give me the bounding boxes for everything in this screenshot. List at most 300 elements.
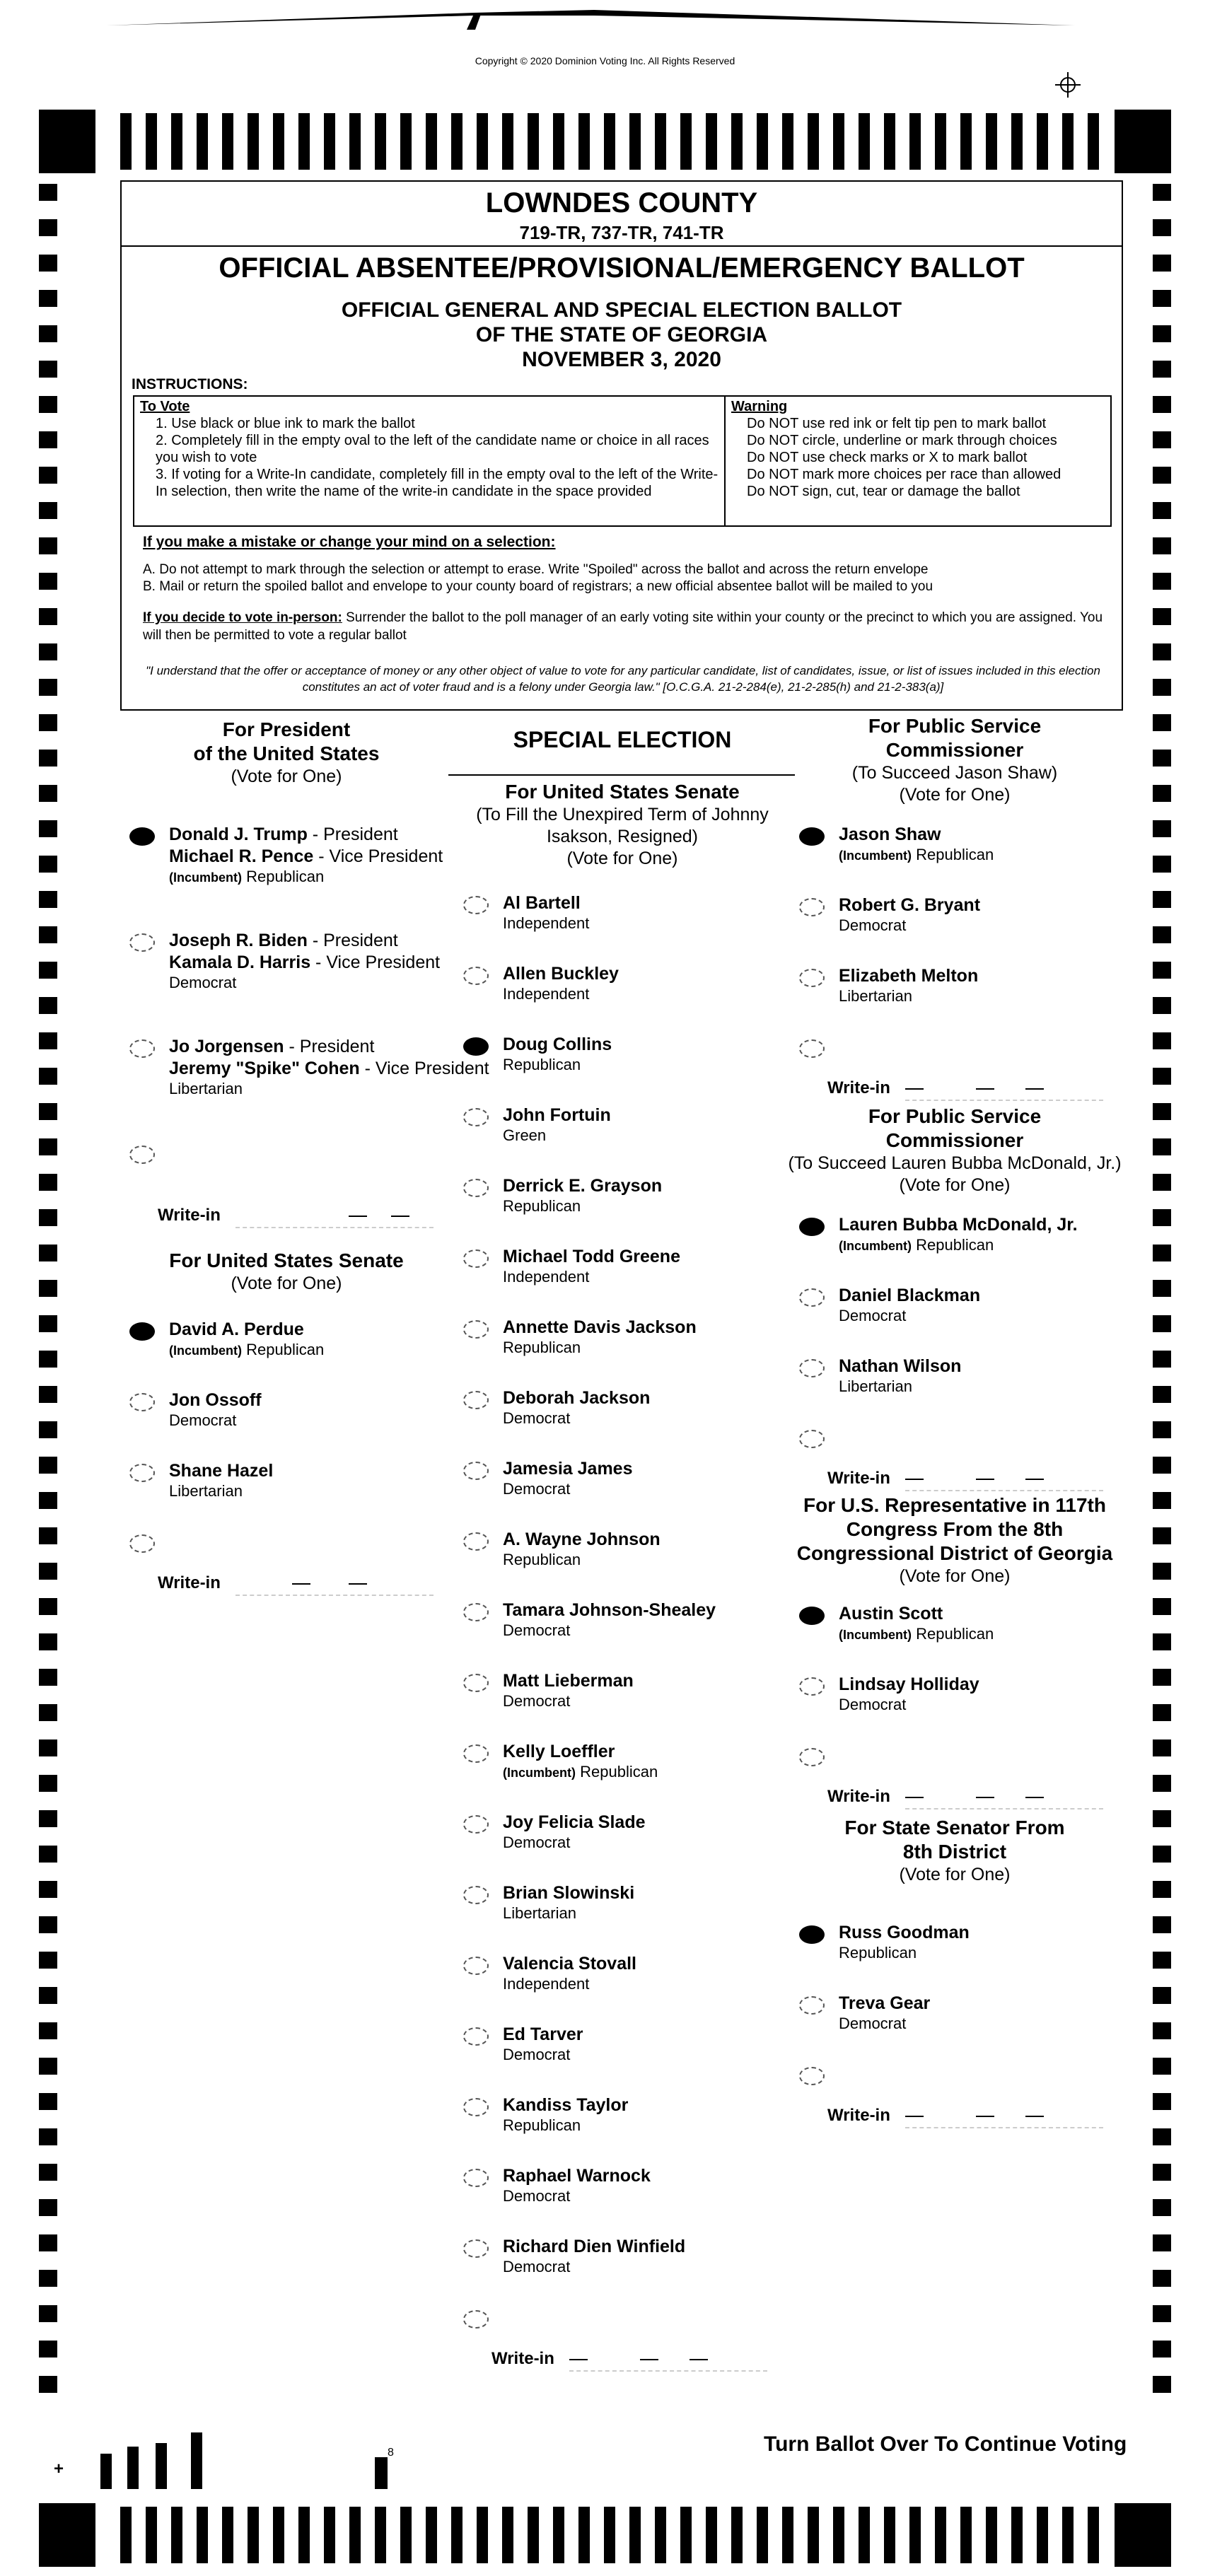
write-in-option[interactable] — [463, 2307, 789, 2368]
ballot-type-title: OFFICIAL ABSENTEE/PROVISIONAL/EMERGENCY BALLOT — [219, 252, 1025, 284]
timing-mark — [884, 2507, 895, 2563]
candidate-option[interactable] — [463, 2024, 789, 2080]
candidate-party — [503, 1904, 576, 1923]
timing-mark — [655, 2507, 666, 2563]
timing-mark — [426, 113, 437, 170]
mistake-label: If you make a mistake or change your mind on a selection — [143, 534, 551, 550]
empty-oval-icon[interactable] — [129, 1393, 155, 1411]
side-timing-mark — [1153, 820, 1171, 837]
write-in-option[interactable] — [799, 1744, 1124, 1806]
side-timing-mark — [1153, 750, 1171, 767]
candidate-name-text: Al Bartell — [503, 893, 581, 913]
ballot-header — [120, 180, 1123, 711]
write-in-label: Write-in — [827, 1469, 890, 1488]
write-in-label: Write-in — [158, 1206, 221, 1225]
code-bar — [191, 2432, 202, 2489]
warning-item: Do NOT use red ink or felt tip pen to mark ballot — [747, 416, 1047, 431]
empty-oval-icon[interactable] — [799, 1996, 825, 2015]
party-text: Libertarian — [839, 987, 912, 1005]
side-timing-mark — [39, 467, 57, 484]
write-in-tick — [349, 1583, 367, 1585]
side-timing-mark — [1153, 2341, 1171, 2358]
empty-oval-icon[interactable] — [799, 2067, 825, 2085]
write-in-option[interactable] — [799, 1036, 1124, 1097]
race-senate-regular — [120, 1249, 453, 1295]
side-timing-mark — [1153, 1598, 1171, 1615]
filled-oval-icon[interactable] — [463, 1037, 489, 1056]
side-timing-mark — [1153, 2128, 1171, 2145]
to-vote-step: 1. Use black or blue ink to mark the ballot — [156, 416, 415, 431]
party-text: Democrat — [503, 2046, 571, 2063]
empty-oval-icon[interactable] — [129, 1464, 155, 1482]
timing-mark — [986, 113, 997, 170]
candidate-option[interactable] — [129, 824, 462, 885]
filled-oval-icon[interactable] — [799, 1925, 825, 1944]
candidate-option[interactable] — [463, 1175, 789, 1232]
write-in-tick — [976, 1088, 994, 1090]
write-in-tick — [640, 2359, 658, 2360]
timing-mark — [222, 2507, 233, 2563]
empty-oval-icon[interactable] — [463, 2310, 489, 2329]
side-timing-mark — [1153, 290, 1171, 307]
side-timing-mark — [39, 1386, 57, 1403]
filled-oval-icon[interactable] — [129, 1322, 155, 1341]
candidate-option[interactable] — [799, 894, 1124, 951]
candidate-name-text: Jo Jorgensen — [169, 1037, 284, 1056]
write-in-option[interactable] — [799, 2063, 1124, 2125]
candidate-option[interactable] — [799, 1603, 1124, 1660]
party-text: Republican — [912, 1625, 994, 1643]
race-title: For Public Service — [868, 1105, 1042, 1127]
write-in-line[interactable] — [905, 2127, 1103, 2128]
party-text: Republican — [242, 868, 325, 885]
candidate-option[interactable] — [463, 1034, 789, 1090]
running-mate-role: - Vice President — [313, 846, 443, 866]
write-in-option[interactable] — [799, 1426, 1124, 1488]
running-mate-name — [169, 846, 443, 868]
side-timing-mark — [39, 255, 57, 272]
timing-mark — [375, 2507, 386, 2563]
candidate-option[interactable] — [463, 2094, 789, 2151]
candidate-role: - President — [307, 824, 398, 844]
candidate-option[interactable] — [463, 1741, 789, 1797]
empty-oval-icon[interactable] — [463, 1886, 489, 1904]
timing-mark — [197, 113, 208, 170]
timing-mark — [1062, 2507, 1074, 2563]
senate-special-candidates — [463, 892, 789, 2391]
timing-mark — [502, 113, 513, 170]
candidate-option[interactable] — [799, 1922, 1124, 1978]
candidate-party — [839, 1307, 906, 1325]
candidate-option[interactable] — [463, 1529, 789, 1585]
party-text: Republican — [839, 1944, 917, 1962]
candidate-party — [169, 974, 236, 992]
empty-oval-icon[interactable] — [129, 1146, 155, 1164]
empty-oval-icon[interactable] — [463, 1957, 489, 1975]
empty-oval-icon[interactable] — [463, 967, 489, 985]
timing-marks-bottom — [0, 2503, 1210, 2567]
party-text: Democrat — [169, 1411, 237, 1429]
candidate-option[interactable] — [799, 1356, 1124, 1412]
candidate-option[interactable] — [129, 1389, 462, 1446]
side-timing-mark — [1153, 1775, 1171, 1792]
candidate-option[interactable] — [463, 1458, 789, 1515]
race-title: 8th District — [902, 1841, 1007, 1863]
incumbent-badge: (Incumbent) — [503, 1766, 576, 1780]
empty-oval-icon[interactable] — [463, 2027, 489, 2046]
vote-for: (Vote for One) — [899, 1175, 1011, 1195]
party-text: Libertarian — [169, 1482, 243, 1500]
candidate-option[interactable] — [799, 824, 1124, 880]
empty-oval-icon[interactable] — [463, 1674, 489, 1692]
timing-mark — [553, 2507, 564, 2563]
side-timing-mark — [39, 997, 57, 1014]
incumbent-badge: (Incumbent) — [169, 870, 242, 885]
timing-mark — [222, 113, 233, 170]
candidate-option[interactable] — [463, 2165, 789, 2222]
empty-oval-icon[interactable] — [799, 1677, 825, 1696]
write-in-line[interactable] — [905, 1808, 1103, 1809]
empty-oval-icon[interactable] — [463, 1603, 489, 1621]
side-timing-mark — [39, 1421, 57, 1438]
side-timing-mark — [39, 290, 57, 307]
candidate-party — [503, 1551, 581, 1569]
side-timing-mark — [1153, 1881, 1171, 1898]
mistake-step-a: A. Do not attempt to mark through the selection or attempt to erase. Write "Spoiled" across the ballot and across the return envelope — [143, 562, 929, 577]
warning-item: Do NOT sign, cut, tear or damage the ballot — [747, 484, 1020, 499]
empty-oval-icon[interactable] — [463, 1179, 489, 1197]
side-timing-mark — [39, 1704, 57, 1721]
plus-mark: + — [54, 2459, 64, 2478]
party-text: Democrat — [503, 1692, 571, 1710]
candidate-name — [503, 1599, 716, 1621]
timing-mark — [400, 2507, 412, 2563]
side-timing-mark — [1153, 926, 1171, 943]
side-timing-mark — [1153, 856, 1171, 873]
side-timing-mark — [1153, 997, 1171, 1014]
candidate-name — [503, 1175, 662, 1197]
candidate-party — [503, 985, 589, 1003]
empty-oval-icon[interactable] — [463, 1391, 489, 1409]
candidate-option[interactable] — [463, 1599, 789, 1656]
candidate-name — [839, 824, 941, 846]
side-timing-mark — [1153, 608, 1171, 625]
vote-for: (Vote for One) — [899, 1865, 1011, 1884]
warning-label: Warning — [731, 399, 788, 414]
filled-oval-icon[interactable] — [129, 827, 155, 846]
candidate-option[interactable] — [799, 1214, 1124, 1271]
state-senate-candidates — [799, 1922, 1124, 2134]
empty-oval-icon[interactable] — [799, 1039, 825, 1058]
side-timing-mark — [39, 962, 57, 979]
race-president — [120, 718, 453, 788]
candidate-name — [503, 1458, 632, 1480]
side-timing-mark — [1153, 2058, 1171, 2075]
empty-oval-icon[interactable] — [799, 1430, 825, 1448]
candidate-option[interactable] — [463, 963, 789, 1020]
write-in-line[interactable] — [569, 2370, 767, 2372]
candidate-option[interactable] — [463, 1670, 789, 1727]
candidate-name — [839, 1285, 980, 1307]
write-in-label: Write-in — [827, 1078, 890, 1097]
candidate-option[interactable] — [463, 1882, 789, 1939]
candidate-option[interactable] — [799, 1674, 1124, 1730]
timing-mark — [298, 2507, 310, 2563]
timing-mark — [324, 113, 335, 170]
candidate-name — [503, 1387, 650, 1409]
candidate-party — [503, 2046, 570, 2064]
empty-oval-icon[interactable] — [799, 898, 825, 916]
candidate-option[interactable] — [463, 1812, 789, 1868]
write-in-line[interactable] — [905, 1100, 1103, 1101]
empty-oval-icon[interactable] — [799, 1748, 825, 1766]
race-us-rep — [785, 1493, 1124, 1587]
race-title: For United States Senate — [505, 781, 740, 803]
incumbent-badge: (Incumbent) — [839, 1239, 912, 1253]
candidate-option[interactable] — [463, 1246, 789, 1302]
empty-oval-icon[interactable] — [799, 969, 825, 987]
side-timing-mark — [39, 1032, 57, 1049]
candidate-party — [839, 846, 994, 864]
empty-oval-icon[interactable] — [463, 1744, 489, 1763]
write-in-tick — [569, 2359, 588, 2360]
side-timing-mark — [39, 396, 57, 413]
incumbent-badge: (Incumbent) — [839, 1628, 912, 1642]
candidate-party — [839, 1377, 912, 1396]
timing-marks-top — [0, 110, 1210, 173]
running-mate-name-text: Jeremy "Spike" Cohen — [169, 1059, 360, 1078]
candidate-name — [503, 1246, 680, 1268]
side-timing-mark — [39, 1633, 57, 1650]
candidate-name — [503, 1529, 661, 1551]
empty-oval-icon[interactable] — [129, 1534, 155, 1553]
candidate-option[interactable] — [129, 1036, 489, 1097]
timing-mark — [578, 2507, 590, 2563]
party-text: Democrat — [839, 2015, 907, 2032]
side-timing-mark — [1153, 1103, 1171, 1120]
vote-for: (Vote for One) — [566, 849, 678, 868]
empty-oval-icon[interactable] — [129, 1039, 155, 1058]
timing-mark — [273, 113, 284, 170]
timing-mark — [1037, 2507, 1048, 2563]
candidate-name — [503, 1034, 612, 1056]
vote-for: (Vote for One) — [899, 1566, 1011, 1586]
filled-oval-icon[interactable] — [799, 827, 825, 846]
empty-oval-icon[interactable] — [463, 896, 489, 914]
candidate-name-text: Austin Scott — [839, 1604, 943, 1624]
timing-block — [1115, 110, 1171, 173]
timing-mark — [298, 113, 310, 170]
candidate-name — [503, 1882, 634, 1904]
write-in-tick — [905, 1797, 924, 1798]
timing-mark — [833, 113, 844, 170]
candidate-party — [839, 1236, 994, 1254]
us-rep-candidates — [799, 1603, 1124, 1815]
candidate-name-text: Deborah Jackson — [503, 1388, 651, 1408]
empty-oval-icon[interactable] — [463, 2098, 489, 2116]
candidate-party — [503, 1268, 589, 1286]
candidate-name — [503, 892, 581, 914]
candidate-name-text: Joseph R. Biden — [169, 931, 308, 950]
candidate-name — [503, 1670, 634, 1692]
side-timing-mark — [39, 1598, 57, 1615]
timing-mark — [1011, 113, 1023, 170]
code-char: 8 — [388, 2447, 394, 2459]
empty-oval-icon[interactable] — [463, 1462, 489, 1480]
candidate-party — [503, 1197, 581, 1216]
side-timing-mark — [39, 1103, 57, 1120]
empty-oval-icon[interactable] — [463, 2169, 489, 2187]
timing-mark — [349, 2507, 361, 2563]
candidate-party — [503, 1126, 546, 1145]
candidate-name-text: Lindsay Holliday — [839, 1674, 979, 1694]
election-date: NOVEMBER 3, 2020 — [522, 348, 721, 371]
timing-mark — [451, 2507, 463, 2563]
side-timing-mark — [39, 361, 57, 378]
race-title: For State Senator From — [844, 1817, 1065, 1838]
candidate-option[interactable] — [799, 1993, 1124, 2049]
write-in-tick — [1025, 1797, 1044, 1798]
candidate-option[interactable] — [129, 1460, 462, 1517]
side-timing-mark — [39, 2164, 57, 2181]
race-title: For United States Senate — [169, 1249, 404, 1271]
side-timing-mark — [1153, 1386, 1171, 1403]
party-text: Democrat — [503, 1834, 571, 1851]
side-timing-mark — [39, 1669, 57, 1686]
side-timing-mark — [1153, 1032, 1171, 1049]
timing-mark — [1088, 2507, 1099, 2563]
side-timing-mark — [39, 1209, 57, 1226]
candidate-name-text: Tamara Johnson-Shealey — [503, 1600, 716, 1620]
candidate-option[interactable] — [463, 1953, 789, 2010]
empty-oval-icon[interactable] — [463, 1249, 489, 1268]
write-in-line[interactable] — [235, 1227, 434, 1228]
side-timing-mark — [1153, 2093, 1171, 2110]
candidate-party — [169, 1482, 243, 1500]
candidate-option[interactable] — [129, 1319, 462, 1375]
side-timing-mark — [1153, 1704, 1171, 1721]
candidate-party — [839, 1625, 994, 1643]
empty-oval-icon[interactable] — [463, 1108, 489, 1126]
filled-oval-icon[interactable] — [799, 1218, 825, 1236]
code-bar — [156, 2443, 167, 2489]
candidate-party — [503, 2187, 570, 2205]
side-timing-mark — [1153, 184, 1171, 201]
race-state-senate — [785, 1816, 1124, 1886]
side-timing-mark — [1153, 1138, 1171, 1155]
write-in-tick — [1025, 1479, 1044, 1480]
running-mate-name — [169, 1058, 489, 1080]
side-timing-mark — [1153, 643, 1171, 660]
empty-oval-icon[interactable] — [799, 1359, 825, 1377]
candidate-party — [503, 914, 589, 933]
empty-oval-icon[interactable] — [463, 1815, 489, 1834]
party-text: Republican — [503, 1339, 581, 1356]
empty-oval-icon[interactable] — [463, 1320, 489, 1339]
special-election-heading: SPECIAL ELECTION — [513, 727, 732, 752]
write-in-line[interactable] — [905, 1490, 1103, 1491]
candidate-option[interactable] — [463, 892, 789, 949]
side-timing-mark — [39, 2234, 57, 2251]
write-in-tick — [690, 2359, 708, 2360]
in-person-text: Surrender the ballot to the poll manager of an early voting site within your county or the precinct to which you are assigned. You will then be permitted to vote a regular ballot — [143, 610, 1103, 643]
timing-mark — [629, 113, 641, 170]
warning-item: Do NOT mark more choices per race than allowed — [747, 467, 1061, 482]
party-text: Libertarian — [169, 1080, 243, 1097]
timing-mark — [1011, 2507, 1023, 2563]
candidate-name-text: Ed Tarver — [503, 2024, 583, 2044]
candidate-name — [839, 1214, 1078, 1236]
empty-oval-icon[interactable] — [463, 2239, 489, 2258]
side-timing-mark — [1153, 1916, 1171, 1933]
write-in-tick — [976, 2116, 994, 2117]
senate-regular-candidates — [129, 1319, 462, 1602]
party-text: Libertarian — [839, 1377, 912, 1395]
to-vote-step: 2. Completely fill in the empty oval to the left of the candidate name or choice in all races you wish to vote — [156, 433, 709, 465]
timing-mark — [248, 2507, 259, 2563]
side-timing-mark — [1153, 255, 1171, 272]
candidate-option[interactable] — [799, 1285, 1124, 1341]
filled-oval-icon[interactable] — [799, 1607, 825, 1625]
candidate-option[interactable] — [463, 1387, 789, 1444]
side-timing-mark — [1153, 467, 1171, 484]
copyright-text: Copyright © 2020 Dominion Voting Inc. All Rights Reserved — [475, 55, 735, 66]
candidate-option[interactable] — [463, 1317, 789, 1373]
side-timing-mark — [1153, 325, 1171, 342]
side-timing-mark — [39, 1457, 57, 1474]
timing-mark — [502, 2507, 513, 2563]
party-text: Republican — [503, 1551, 581, 1568]
side-timing-mark — [1153, 361, 1171, 378]
running-mate-name-text: Michael R. Pence — [169, 846, 314, 866]
candidate-name-text: John Fortuin — [503, 1105, 611, 1125]
candidate-name — [503, 1105, 611, 1126]
write-in-tick — [349, 1216, 367, 1217]
candidate-name-text: Valencia Stovall — [503, 1954, 636, 1974]
vote-for: (Vote for One) — [231, 1274, 342, 1293]
side-timing-mark — [1153, 2376, 1171, 2393]
timing-mark — [477, 2507, 488, 2563]
candidate-option[interactable] — [799, 965, 1124, 1022]
timing-mark — [859, 2507, 870, 2563]
timing-mark — [986, 2507, 997, 2563]
side-timing-mark — [1153, 1952, 1171, 1969]
write-in-option[interactable] — [129, 1142, 462, 1225]
candidate-option[interactable] — [129, 930, 462, 991]
candidate-name — [503, 2165, 651, 2187]
empty-oval-icon[interactable] — [129, 933, 155, 952]
candidate-party — [503, 1339, 581, 1357]
candidate-name-text: Raphael Warnock — [503, 2166, 651, 2186]
side-timing-mark — [1153, 1492, 1171, 1509]
timing-mark — [349, 113, 361, 170]
empty-oval-icon[interactable] — [463, 1532, 489, 1551]
candidate-option[interactable] — [463, 1105, 789, 1161]
empty-oval-icon[interactable] — [799, 1288, 825, 1307]
write-in-line[interactable] — [235, 1595, 434, 1596]
timing-mark — [706, 2507, 717, 2563]
side-timing-mark — [1153, 2022, 1171, 2039]
candidate-option[interactable] — [463, 2236, 789, 2292]
warning-item: Do NOT circle, underline or mark through choices — [747, 433, 1057, 448]
side-timing-mark — [39, 1775, 57, 1792]
side-timing-mark — [1153, 891, 1171, 908]
psc-shaw-candidates — [799, 824, 1124, 1107]
candidate-party — [503, 1763, 658, 1781]
write-in-option[interactable] — [129, 1531, 462, 1592]
timing-mark — [146, 2507, 157, 2563]
race-senate-special — [453, 780, 792, 870]
